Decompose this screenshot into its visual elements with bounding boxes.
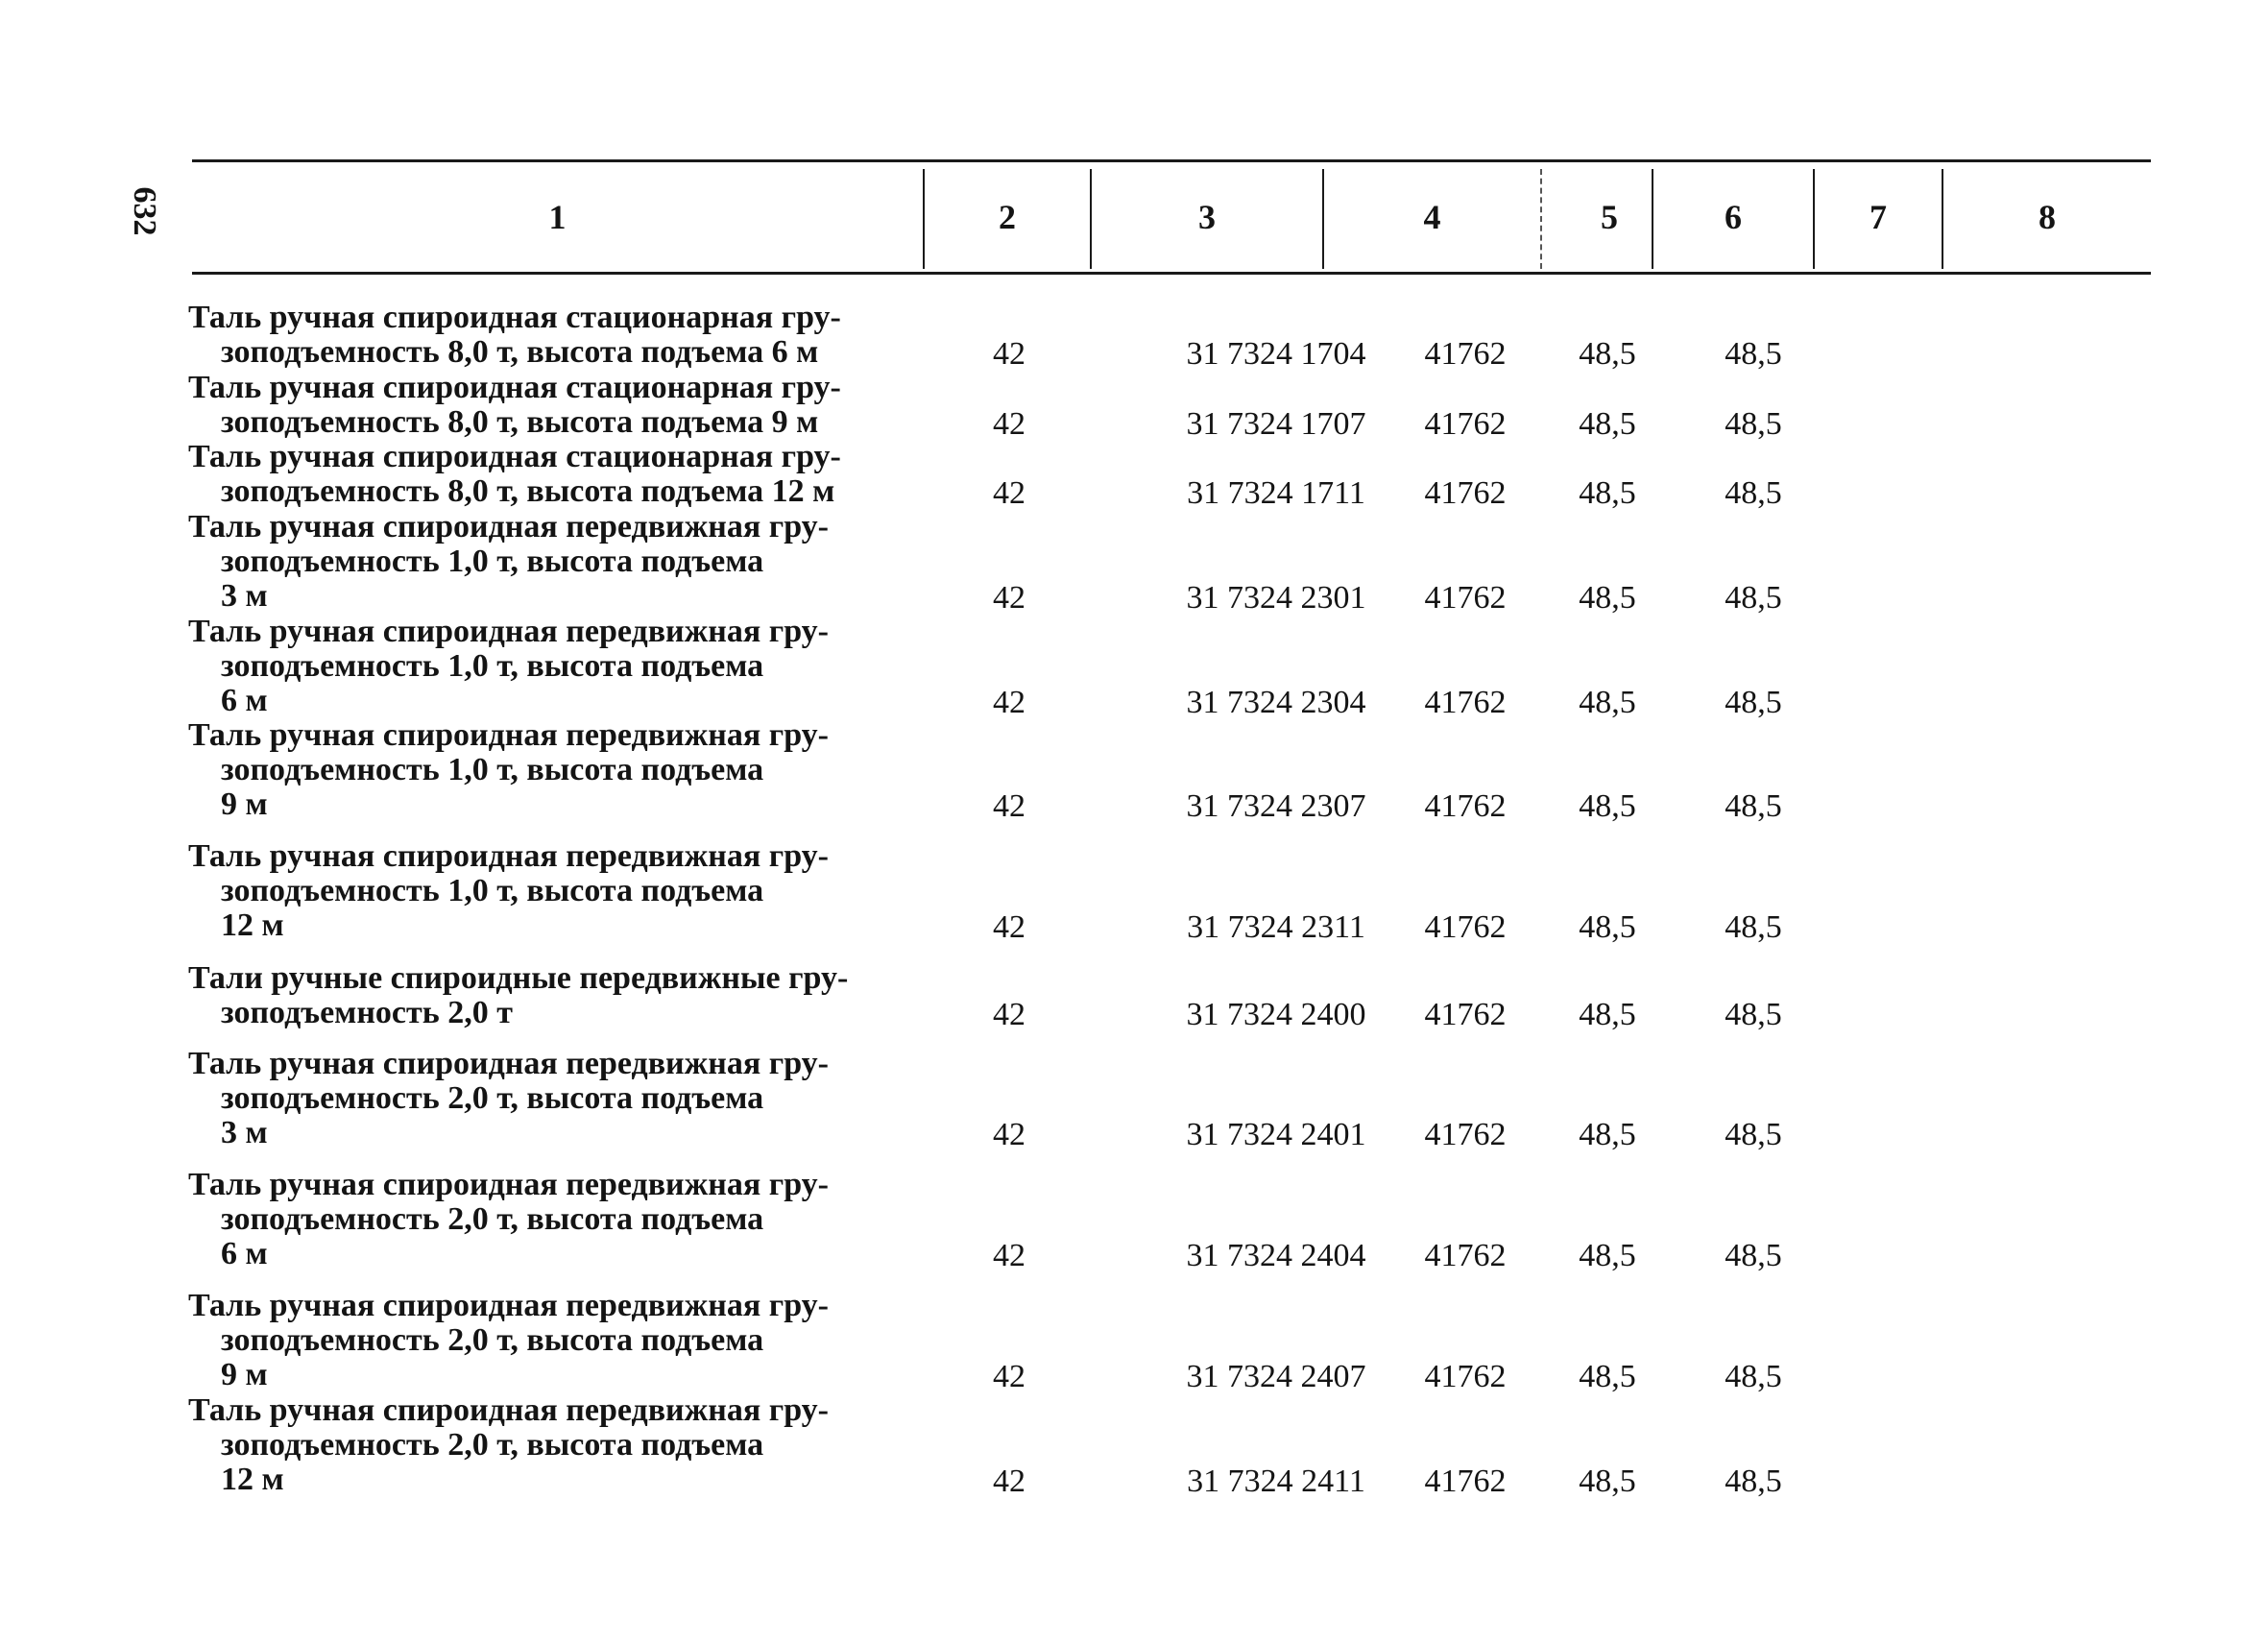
cell-col-5: 48,5 [1579,1117,1636,1152]
cell-col-6: 48,5 [1725,580,1782,616]
description-line: зоподъемность 1,0 т, высота подъема [221,544,764,579]
cell-col-2: 42 [993,1117,1025,1152]
column-header-1: 1 [548,198,567,236]
cell-col-4: 41762 [1424,909,1507,945]
cell-col-6: 48,5 [1725,336,1782,372]
description-line: Таль ручная спироидная передвижная гру- [188,717,830,753]
table-row [188,510,1897,617]
cell-col-5: 48,5 [1579,336,1636,372]
cell-col-6: 48,5 [1725,685,1782,720]
table-row [188,1289,1897,1396]
description-line: зоподъемность 1,0 т, высота подъема [221,873,764,908]
description-line: 9 м [221,1357,268,1392]
item-description [188,1289,916,1392]
description-line: зоподъемность 2,0 т [221,995,513,1030]
cell-col-5: 48,5 [1579,475,1636,511]
description-line: 3 м [221,1115,268,1150]
cell-col-5: 48,5 [1579,997,1636,1032]
cell-col-4: 41762 [1424,788,1507,824]
item-description [188,371,916,440]
cell-col-6: 48,5 [1725,997,1782,1032]
cell-col-4: 41762 [1424,685,1507,720]
cell-col-2: 42 [993,997,1025,1032]
cell-col-4: 41762 [1424,580,1507,616]
cell-col-2: 42 [993,1359,1025,1394]
cell-col-5: 48,5 [1579,909,1636,945]
description-line: Таль ручная спироидная стационарная гру- [188,439,841,474]
cell-col-2: 42 [993,1464,1025,1499]
table-row [188,1168,1897,1275]
item-description [188,440,916,509]
description-line: зоподъемность 2,0 т, высота подъема [221,1201,764,1237]
description-line: Таль ручная спироидная передвижная гру- [188,509,830,544]
cell-col-3: 31 7324 2404 [1186,1238,1366,1273]
table-row [188,440,1897,513]
description-line: 12 м [221,907,284,943]
description-line: зоподъемность 2,0 т, высота подъема [221,1322,764,1358]
cell-col-4: 41762 [1424,1117,1507,1152]
cell-col-3: 31 7324 2307 [1186,788,1366,824]
cell-col-3: 31 7324 1707 [1186,406,1366,442]
table-row [188,1393,1897,1501]
column-header-4: 4 [1423,198,1441,236]
item-description [188,510,916,614]
description-line: Таль ручная спироидная передвижная гру- [188,1167,830,1202]
item-description [188,1168,916,1271]
description-line: 9 м [221,786,268,822]
description-line: 6 м [221,683,268,718]
cell-col-4: 41762 [1424,1464,1507,1499]
cell-col-5: 48,5 [1579,685,1636,720]
column-header-6: 6 [1725,198,1742,236]
cell-col-3: 31 7324 2411 [1187,1464,1365,1499]
cell-col-3: 31 7324 2407 [1186,1359,1366,1394]
cell-col-6: 48,5 [1725,406,1782,442]
table-top-rule [192,159,2151,162]
cell-col-5: 48,5 [1579,406,1636,442]
column-header-5: 5 [1601,198,1618,236]
table-row [188,371,1897,444]
table-row [188,961,1897,1034]
cell-col-2: 42 [993,1238,1025,1273]
description-line: Таль ручная спироидная передвижная гру- [188,614,830,649]
cell-col-6: 48,5 [1725,909,1782,945]
item-description [188,1393,916,1497]
cell-col-3: 31 7324 1711 [1187,475,1365,511]
description-line: Таль ручная спироидная передвижная гру- [188,1392,830,1428]
cell-col-3: 31 7324 2304 [1186,685,1366,720]
cell-col-6: 48,5 [1725,1117,1782,1152]
cell-col-3: 31 7324 2301 [1186,580,1366,616]
cell-col-5: 48,5 [1579,1238,1636,1273]
item-description [188,1047,916,1150]
description-line: Тали ручные спироидные передвижные гру- [188,960,849,996]
description-line: зоподъемность 2,0 т, высота подъема [221,1427,764,1463]
cell-col-5: 48,5 [1579,1359,1636,1394]
description-line: Таль ручная спироидная стационарная гру- [188,300,841,335]
cell-col-2: 42 [993,788,1025,824]
table-row [188,615,1897,722]
column-header-8: 8 [2039,198,2056,236]
cell-col-5: 48,5 [1579,580,1636,616]
cell-col-5: 48,5 [1579,788,1636,824]
item-description [188,839,916,943]
column-header-3: 3 [1198,198,1216,236]
description-line: зоподъемность 1,0 т, высота подъема [221,648,764,684]
description-line: 3 м [221,578,268,614]
page-number: 632 [127,186,162,236]
description-line: зоподъемность 8,0 т, высота подъема 6 м [221,334,819,370]
table-row [188,839,1897,947]
cell-col-4: 41762 [1424,406,1507,442]
description-line: зоподъемность 8,0 т, высота подъема 9 м [221,404,819,440]
description-line: зоподъемность 8,0 т, высота подъема 12 м [221,473,835,509]
cell-col-4: 41762 [1424,475,1507,511]
cell-col-3: 31 7324 2401 [1186,1117,1366,1152]
item-description [188,718,916,822]
description-line: зоподъемность 2,0 т, высота подъема [221,1080,764,1116]
cell-col-2: 42 [993,909,1025,945]
cell-col-3: 31 7324 2400 [1186,997,1366,1032]
cell-col-2: 42 [993,406,1025,442]
description-line: Таль ручная спироидная передвижная гру- [188,1288,830,1323]
cell-col-4: 41762 [1424,1238,1507,1273]
cell-col-2: 42 [993,475,1025,511]
item-description [188,961,916,1030]
item-description [188,301,916,370]
column-header-2: 2 [999,198,1016,236]
table-row [188,718,1897,826]
table-row [188,1047,1897,1154]
cell-col-4: 41762 [1424,1359,1507,1394]
description-line: 6 м [221,1236,268,1271]
header-bottom-rule [192,272,2151,275]
description-line: 12 м [221,1462,284,1497]
cell-col-6: 48,5 [1725,1238,1782,1273]
cell-col-6: 48,5 [1725,475,1782,511]
cell-col-6: 48,5 [1725,1359,1782,1394]
cell-col-2: 42 [993,685,1025,720]
description-line: зоподъемность 1,0 т, высота подъема [221,752,764,787]
cell-col-2: 42 [993,336,1025,372]
cell-col-3: 31 7324 2311 [1187,909,1365,945]
cell-col-2: 42 [993,580,1025,616]
cell-col-3: 31 7324 1704 [1186,336,1366,372]
cell-col-6: 48,5 [1725,788,1782,824]
item-description [188,615,916,718]
cell-col-4: 41762 [1424,336,1507,372]
description-line: Таль ручная спироидная стационарная гру- [188,370,841,405]
column-header-7: 7 [1870,198,1887,236]
cell-col-4: 41762 [1424,997,1507,1032]
table-row [188,301,1897,374]
cell-col-5: 48,5 [1579,1464,1636,1499]
description-line: Таль ручная спироидная передвижная гру- [188,1046,830,1081]
description-line: Таль ручная спироидная передвижная гру- [188,838,830,874]
cell-col-6: 48,5 [1725,1464,1782,1499]
